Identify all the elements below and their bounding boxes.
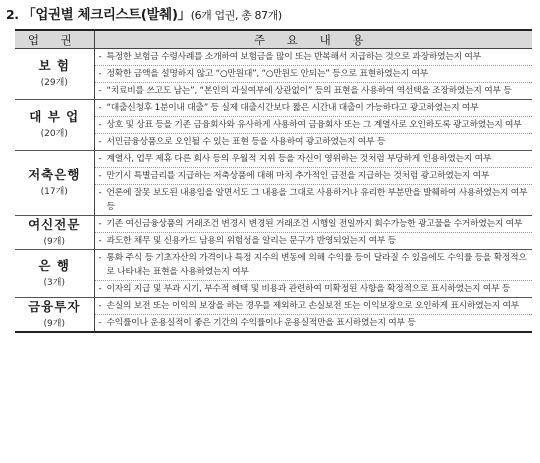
checklist-item-text: “치료비를 쓰고도 남는”, “본인의 과실여부에 상관없이” 등의 표현을 사용하여 역선택을 조장하였는지 여부 등 — [106, 86, 512, 96]
checklist-item-text: 이자의 지급 및 부과 시기, 부수적 혜택 및 비용과 관련하여 미확정된 사항을 확정적으로 표시하였는지 여부 등 — [106, 284, 511, 294]
dash-bullet-icon: - — [98, 301, 102, 311]
checklist-item-text: 기존 여신금융상품의 거래조건 변경시 변경된 거래조건 시행일 전일까지 회수가능한 광고물을 수거하였는지 여부 — [106, 219, 523, 229]
dash-bullet-icon: - — [98, 86, 102, 96]
dash-bullet-icon: - — [98, 253, 102, 263]
dash-bullet-icon: - — [98, 284, 102, 294]
category-name: 금융투자 — [28, 298, 81, 314]
section-title: 「업권별 체크리스트(발췌)」 — [22, 7, 191, 23]
content-cell — [94, 216, 532, 250]
dash-bullet-icon: - — [98, 120, 102, 130]
category-cell — [15, 151, 94, 216]
checklist-item — [95, 168, 533, 185]
checklist-item-text: 수익률이나 운용실적이 좋은 기간의 수익률이나 운용실적만을 표시하였는지 여부 등 — [106, 318, 416, 328]
section-note: (6개 업권, 총 87개) — [190, 9, 282, 22]
checklist-item — [95, 298, 533, 315]
checklist-item — [95, 83, 533, 99]
dash-bullet-icon: - — [98, 171, 102, 181]
category-count: (9개) — [43, 236, 65, 247]
checklist-item-text: 과도한 채무 및 신용카드 남용의 위험성을 알리는 문구가 반영되었는지 여부 등 — [106, 236, 396, 246]
dash-bullet-icon: - — [98, 188, 102, 198]
table-body — [15, 49, 532, 333]
content-cell — [94, 298, 532, 333]
table-row — [15, 100, 532, 151]
category-name: 대 부 업 — [29, 109, 80, 124]
category-count: (17개) — [40, 187, 68, 197]
category-count: (9개) — [43, 318, 65, 329]
checklist-table — [15, 29, 532, 333]
content-cell — [94, 151, 532, 216]
checklist-item-text: 언론에 잘못 보도된 내용임을 알면서도 그 내용을 그대로 사용하거나 유리한 부분만을 발췌하여 사용하였는지 여부 등 — [106, 188, 528, 212]
checklist-item-text: 손실의 보전 또는 이익의 보장을 하는 경우를 제외하고 손실보전 또는 이익보장으로 오인하게 표시하였는지 여부 — [106, 301, 520, 311]
checklist-item — [95, 66, 533, 83]
category-name: 저축은행 — [28, 167, 81, 182]
content-cell — [94, 100, 532, 151]
content-cell — [94, 49, 532, 100]
dash-bullet-icon: - — [98, 219, 102, 229]
table-header-row — [15, 30, 532, 49]
dash-bullet-icon: - — [98, 154, 102, 164]
checklist-item — [95, 151, 533, 168]
dash-bullet-icon: - — [98, 103, 102, 113]
dash-bullet-icon: - — [98, 52, 102, 62]
table-row — [15, 216, 532, 250]
checklist-item — [95, 233, 533, 249]
category-cell — [15, 216, 94, 250]
dash-bullet-icon: - — [98, 318, 102, 328]
checklist-item-text: 만기시 특별금리를 지급하는 저축상품에 대해 마치 추가적인 금전을 지급하는 것처럼 광고하였는지 여부 — [106, 171, 490, 181]
table-row — [15, 250, 532, 298]
category-name: 보 험 — [38, 58, 70, 73]
section-number: 2. — [6, 7, 19, 22]
checklist-item-text: 정확한 금액을 설명하지 않고 “○만원대”, “○만원도 안되는” 등으로 표현하였는지 여부 — [106, 69, 428, 79]
checklist-item-text: 상호 및 상표 등을 기존 금융회사와 유사하게 사용하여 금융회사 또는 그 계열사로 오인하도록 광고하였는지 여부 — [106, 120, 522, 130]
category-count: (29개) — [40, 78, 68, 88]
checklist-item — [95, 250, 533, 281]
category-name: 은 행 — [38, 257, 70, 273]
checklist-item-text: 서민금융상품으로 오인될 수 있는 표현 등을 사용하여 광고하였는지 여부 등 — [106, 137, 386, 147]
checklist-item-text: 계열사, 업무 제휴 다른 회사 등의 우월적 지위 등을 자신이 영위하는 것처럼 부당하게 인용하였는지 여부 — [106, 154, 492, 164]
checklist-item-text: 통화 주식 등 기초자산의 가격이나 특정 지수의 변동에 의해 수익률 등이 달라질 수 있음에도 수익률 등을 확정적으로 나타내는 표현을 사용하였는지 여부 — [106, 253, 527, 277]
checklist-item — [95, 100, 533, 117]
checklist-item-text: “대출신청후 1분이내 대출” 등 실제 대출시간보다 짧은 시간내 대출이 가능하다고 광고하였는지 여부 — [106, 103, 479, 113]
header-content: 주 요 내 용 — [94, 30, 532, 49]
table-row — [15, 298, 532, 333]
checklist-item — [95, 134, 533, 150]
checklist-item — [95, 315, 533, 331]
section-heading — [6, 5, 536, 25]
category-cell — [15, 49, 94, 100]
dash-bullet-icon: - — [98, 137, 102, 147]
content-cell — [94, 250, 532, 298]
category-count: (20개) — [40, 129, 68, 139]
category-cell — [15, 250, 94, 298]
table-row — [15, 151, 532, 216]
header-category: 업 권 — [15, 30, 94, 49]
category-cell — [15, 298, 94, 333]
dash-bullet-icon: - — [98, 69, 102, 79]
dash-bullet-icon: - — [98, 236, 102, 246]
checklist-item — [95, 117, 533, 134]
checklist-item — [95, 216, 533, 233]
checklist-item — [95, 49, 533, 66]
checklist-item-text: 특정한 보험금 수령사례를 소개하여 보험금을 많이 또는 반복해서 지급하는 것으로 과장하였는지 여부 — [106, 52, 481, 62]
category-name: 여신전문 — [28, 216, 81, 232]
table-row — [15, 49, 532, 100]
checklist-item — [95, 185, 533, 215]
category-cell — [15, 100, 94, 151]
category-count: (3개) — [43, 277, 65, 288]
checklist-item — [95, 281, 533, 297]
